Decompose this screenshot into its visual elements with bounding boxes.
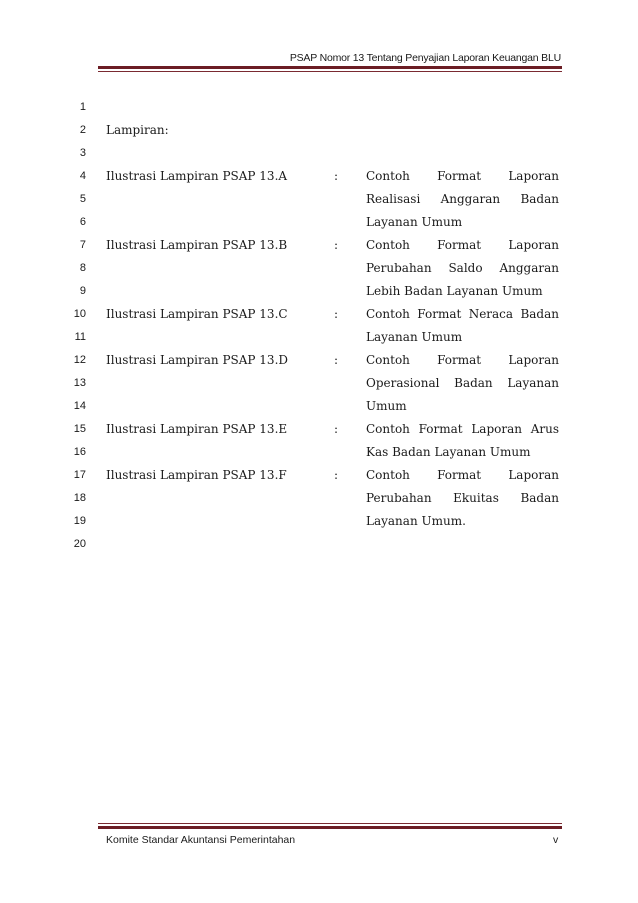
entry-separator: : [334, 169, 339, 183]
line-number: 17 [73, 469, 86, 481]
line-number: 16 [73, 446, 86, 458]
description-line: Realisasi Anggaran Badan [366, 192, 559, 206]
lampiran-heading: Lampiran: [106, 123, 169, 137]
footer-rule-thick [98, 826, 562, 829]
entry-separator: : [334, 238, 339, 252]
header-rule-thin [98, 71, 562, 72]
description-line: Kas Badan Layanan Umum [366, 445, 531, 459]
description-line: Layanan Umum [366, 330, 463, 344]
entry-separator: : [334, 307, 339, 321]
footer-rule-thin [98, 823, 562, 824]
line-number: 18 [73, 492, 86, 504]
line-number: 14 [73, 400, 86, 412]
page-number: v [553, 834, 559, 846]
line-number: 9 [79, 285, 86, 297]
line-number: 19 [73, 515, 86, 527]
line-number: 15 [73, 423, 86, 435]
line-number: 5 [79, 193, 86, 205]
entry-label: Ilustrasi Lampiran PSAP 13.D [106, 353, 288, 367]
footer-organization: Komite Standar Akuntansi Pemerintahan [106, 834, 296, 846]
line-number: 7 [79, 239, 86, 251]
description-line: Lebih Badan Layanan Umum [366, 284, 543, 298]
entry-label: Ilustrasi Lampiran PSAP 13.C [106, 307, 288, 321]
entry-separator: : [334, 468, 339, 482]
line-number: 11 [74, 331, 86, 343]
description-line: Contoh Format Laporan [366, 353, 559, 367]
description-line: Contoh Format Laporan [366, 169, 559, 183]
entry-label: Ilustrasi Lampiran PSAP 13.A [106, 169, 288, 183]
description-line: Contoh Format Laporan [366, 468, 559, 482]
description-line: Contoh Format Laporan [366, 238, 559, 252]
description-line: Umum [366, 399, 407, 413]
entry-label: Ilustrasi Lampiran PSAP 13.E [106, 422, 288, 436]
description-line: Layanan Umum. [366, 514, 466, 528]
description-line: Operasional Badan Layanan [366, 376, 559, 390]
entry-separator: : [334, 422, 339, 436]
description-line: Layanan Umum [366, 215, 463, 229]
line-number: 6 [79, 216, 86, 228]
description-line: Perubahan Saldo Anggaran [366, 261, 559, 275]
entry-label: Ilustrasi Lampiran PSAP 13.F [106, 468, 287, 482]
line-number: 1 [79, 101, 86, 113]
description-line: Contoh Format Laporan Arus [366, 422, 559, 436]
line-number: 13 [73, 377, 86, 389]
line-number: 8 [79, 262, 86, 274]
entry-separator: : [334, 353, 339, 367]
description-line: Contoh Format Neraca Badan [366, 307, 559, 321]
line-number: 10 [73, 308, 86, 320]
line-number: 20 [73, 538, 86, 550]
line-number: 4 [79, 170, 86, 182]
line-number: 2 [79, 124, 86, 136]
line-number: 12 [73, 354, 86, 366]
line-number: 3 [79, 147, 86, 159]
header-title: PSAP Nomor 13 Tentang Penyajian Laporan Keuangan BLU [289, 52, 561, 64]
description-line: Perubahan Ekuitas Badan [366, 491, 559, 505]
header-rule-thick [98, 66, 562, 69]
entry-label: Ilustrasi Lampiran PSAP 13.B [106, 238, 288, 252]
